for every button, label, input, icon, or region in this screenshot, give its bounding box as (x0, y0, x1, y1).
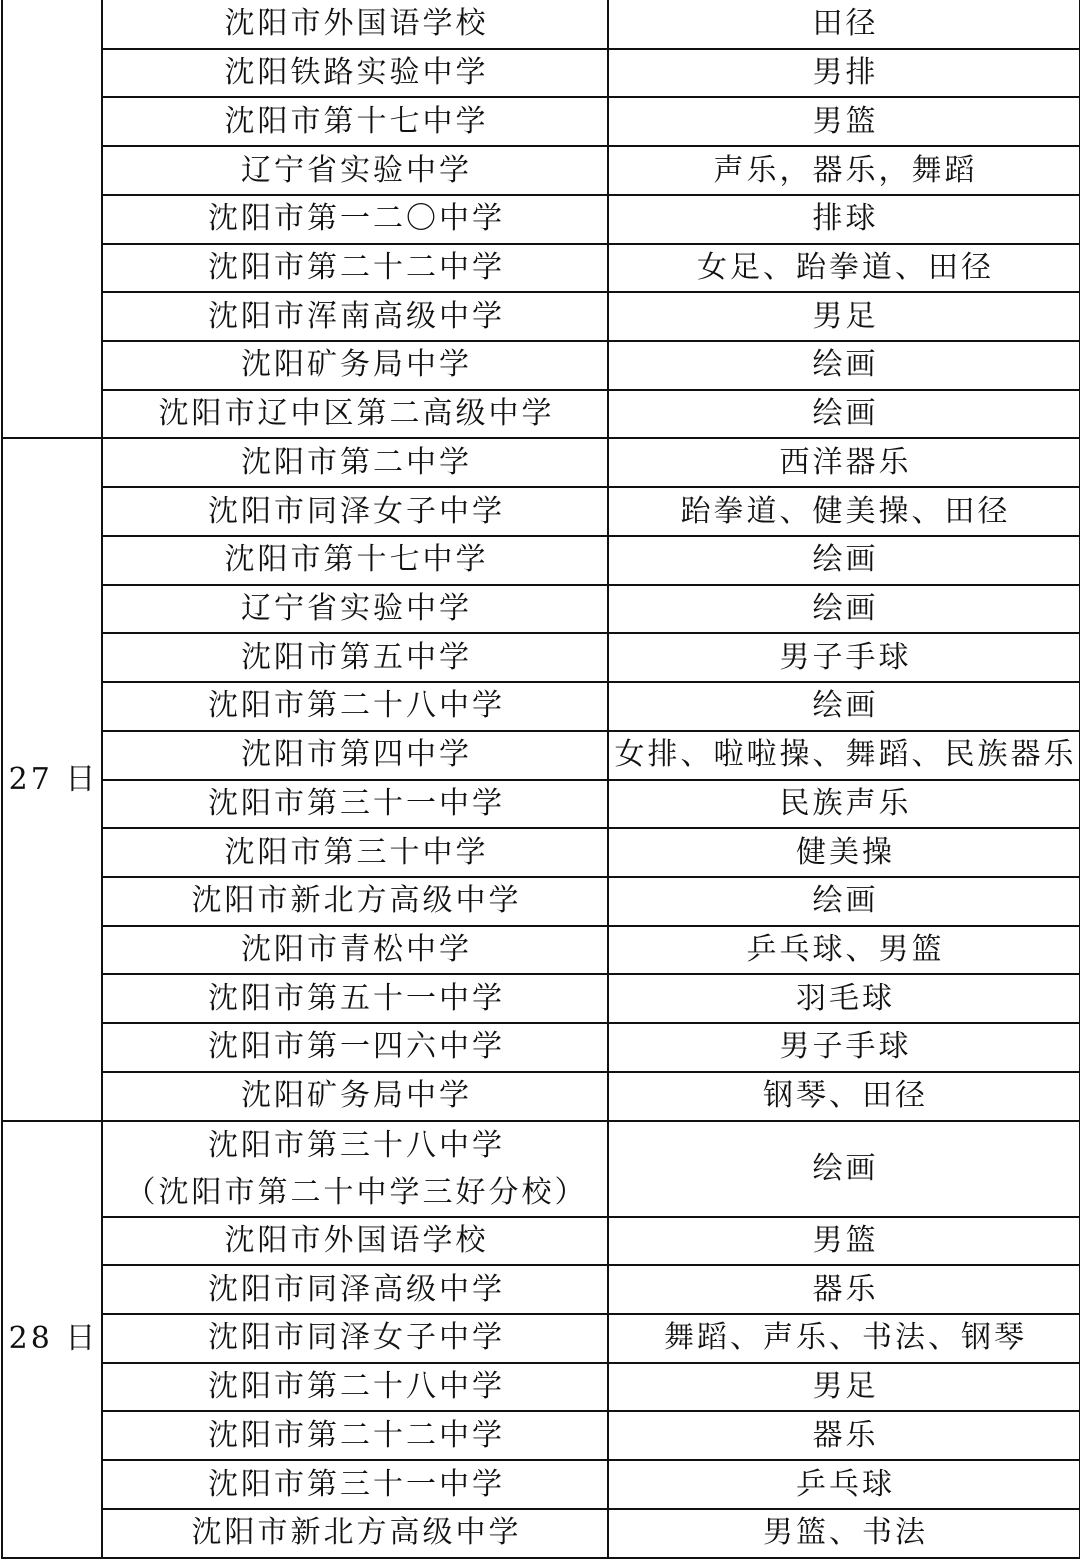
project-cell: 器乐 (608, 1411, 1080, 1460)
table-row (2, 487, 1080, 536)
school-cell: 沈阳市第二十八中学 (102, 1363, 608, 1412)
project-cell: 男篮 (608, 97, 1080, 146)
project-cell: 男足 (608, 292, 1080, 341)
school-cell: 辽宁省实验中学 (102, 585, 608, 634)
project-cell: 女足、跆拳道、田径 (608, 244, 1080, 293)
school-cell: 沈阳市第二十二中学 (102, 244, 608, 293)
project-cell: 舞蹈、声乐、书法、钢琴 (608, 1314, 1080, 1363)
table-row (2, 1121, 1080, 1217)
school-cell: 沈阳市第五中学 (102, 633, 608, 682)
table-row (2, 292, 1080, 341)
school-cell: 沈阳市新北方高级中学 (102, 877, 608, 926)
project-cell: 钢琴、田径 (608, 1072, 1080, 1121)
project-cell: 女排、啦啦操、舞蹈、民族器乐 (608, 731, 1080, 780)
date-cell (2, 0, 102, 438)
table-row (2, 341, 1080, 390)
school-cell: 沈阳矿务局中学 (102, 1072, 608, 1121)
project-cell: 西洋器乐 (608, 438, 1080, 487)
project-cell: 田径 (608, 0, 1080, 49)
table-row (2, 536, 1080, 585)
table-row (2, 0, 1080, 49)
school-cell: 沈阳市同泽女子中学 (102, 487, 608, 536)
table-row (2, 1072, 1080, 1121)
table-row (2, 877, 1080, 926)
school-cell: 沈阳市第十七中学 (102, 536, 608, 585)
school-cell: 沈阳市第三十一中学 (102, 1460, 608, 1509)
project-cell: 乒乓球、男篮 (608, 926, 1080, 975)
date-cell: 27 日 (2, 438, 102, 1120)
school-cell: 沈阳市同泽高级中学 (102, 1265, 608, 1314)
table-row (2, 682, 1080, 731)
project-cell: 民族声乐 (608, 780, 1080, 829)
table-row (2, 780, 1080, 829)
table-row (2, 390, 1080, 439)
school-cell: 沈阳市第三十一中学 (102, 780, 608, 829)
school-name-note: （沈阳市第二十中学三好分校） (125, 1174, 588, 1210)
school-cell: 沈阳市第二十二中学 (102, 1411, 608, 1460)
project-cell: 绘画 (608, 877, 1080, 926)
table-row (2, 974, 1080, 1023)
project-cell: 声乐，器乐，舞蹈 (608, 146, 1080, 195)
school-cell: 沈阳市外国语学校 (102, 0, 608, 49)
school-cell: 辽宁省实验中学 (102, 146, 608, 195)
school-cell: 沈阳市浑南高级中学 (102, 292, 608, 341)
table-row (2, 146, 1080, 195)
school-cell: 沈阳矿务局中学 (102, 341, 608, 390)
table-row (2, 1363, 1080, 1412)
project-cell: 绘画 (608, 341, 1080, 390)
project-cell: 男子手球 (608, 1023, 1080, 1072)
project-cell: 羽毛球 (608, 974, 1080, 1023)
school-cell: 沈阳市外国语学校 (102, 1217, 608, 1266)
table-row (2, 926, 1080, 975)
school-cell: 沈阳市辽中区第二高级中学 (102, 390, 608, 439)
project-cell: 跆拳道、健美操、田径 (608, 487, 1080, 536)
project-cell: 乒乓球 (608, 1460, 1080, 1509)
school-cell: 沈阳市新北方高级中学 (102, 1509, 608, 1558)
table-row (2, 1411, 1080, 1460)
project-cell: 健美操 (608, 828, 1080, 877)
table-row (2, 1265, 1080, 1314)
project-cell: 绘画 (608, 585, 1080, 634)
school-cell: 沈阳市第三十中学 (102, 828, 608, 877)
table-row (2, 1023, 1080, 1072)
table-row (2, 585, 1080, 634)
school-cell (102, 1121, 608, 1217)
project-cell: 绘画 (608, 1121, 1080, 1217)
project-cell: 男子手球 (608, 633, 1080, 682)
school-cell: 沈阳市第四中学 (102, 731, 608, 780)
school-name-line: 沈阳市第三十八中学 (208, 1127, 505, 1163)
table-row (2, 1314, 1080, 1363)
school-cell: 沈阳市第一四六中学 (102, 1023, 608, 1072)
project-cell: 绘画 (608, 536, 1080, 585)
project-cell: 绘画 (608, 682, 1080, 731)
school-cell: 沈阳市第五十一中学 (102, 974, 608, 1023)
project-cell: 器乐 (608, 1265, 1080, 1314)
table-row (2, 195, 1080, 244)
school-cell: 沈阳市同泽女子中学 (102, 1314, 608, 1363)
date-cell: 28 日 (2, 1121, 102, 1558)
table-row (2, 49, 1080, 98)
project-cell: 绘画 (608, 390, 1080, 439)
table-row (2, 1460, 1080, 1509)
project-cell: 男排 (608, 49, 1080, 98)
school-cell: 沈阳市第二十八中学 (102, 682, 608, 731)
school-cell: 沈阳市第一二〇中学 (102, 195, 608, 244)
school-cell: 沈阳市第二中学 (102, 438, 608, 487)
project-cell: 排球 (608, 195, 1080, 244)
project-cell: 男足 (608, 1363, 1080, 1412)
school-cell: 沈阳市青松中学 (102, 926, 608, 975)
table-row (2, 731, 1080, 780)
schedule-table (1, 0, 1080, 1559)
table-row (2, 1509, 1080, 1558)
table-row (2, 633, 1080, 682)
table-row (2, 438, 1080, 487)
table-row (2, 97, 1080, 146)
project-cell: 男篮、书法 (608, 1509, 1080, 1558)
table-row (2, 1217, 1080, 1266)
project-cell: 男篮 (608, 1217, 1080, 1266)
table-row (2, 244, 1080, 293)
table-row (2, 828, 1080, 877)
school-cell: 沈阳市第十七中学 (102, 97, 608, 146)
school-cell: 沈阳铁路实验中学 (102, 49, 608, 98)
